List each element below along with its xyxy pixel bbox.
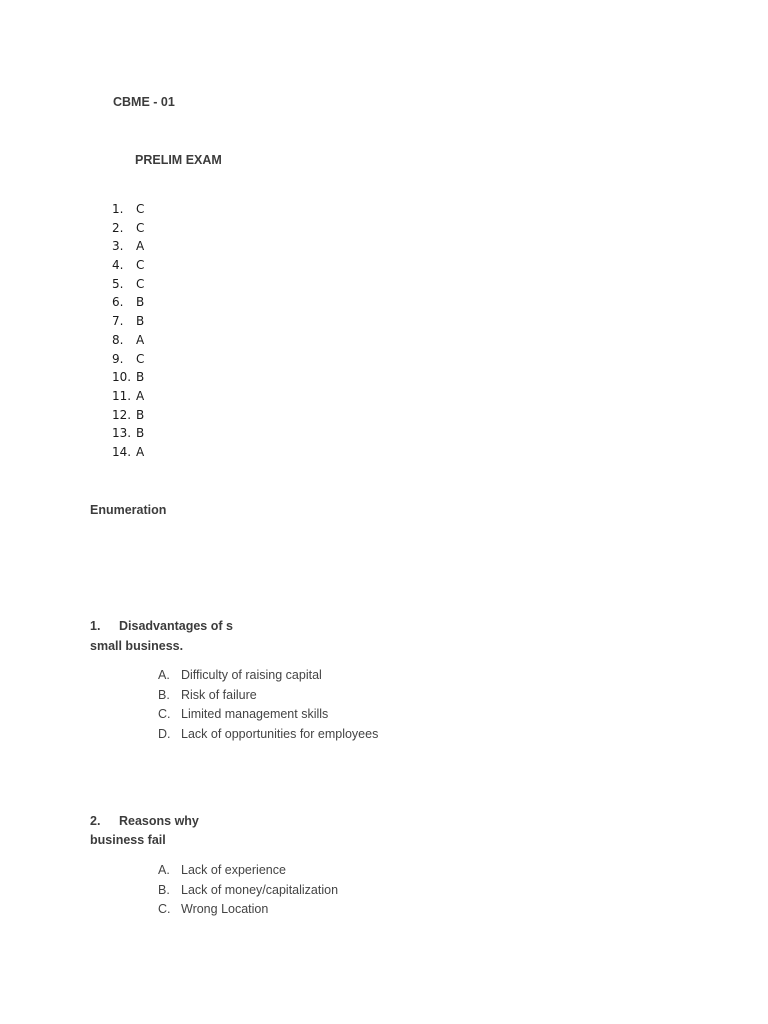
choice-item <box>158 705 378 725</box>
answer-item <box>112 368 144 387</box>
answer-item <box>112 200 144 219</box>
answer-item <box>112 275 144 294</box>
answer-value: C <box>136 258 145 273</box>
answer-key-list <box>112 200 144 462</box>
answer-value: B <box>136 426 145 441</box>
answer-value: A <box>136 239 145 254</box>
answer-value: A <box>136 388 145 403</box>
answer-number: 8. <box>112 332 124 347</box>
question-heading <box>90 619 233 633</box>
answer-number: 3. <box>112 239 124 254</box>
answer-item <box>112 443 144 462</box>
answer-item <box>112 406 144 425</box>
answer-item <box>112 219 144 238</box>
answer-number: 6. <box>112 295 124 310</box>
answer-value: B <box>136 370 145 385</box>
answer-value: A <box>136 444 145 459</box>
choice-letter: B. <box>158 882 170 897</box>
answer-number: 14. <box>112 444 132 459</box>
answer-value: C <box>136 220 145 235</box>
answer-number: 9. <box>112 351 124 366</box>
answer-number: 13. <box>112 426 132 441</box>
question-heading <box>90 814 199 828</box>
answer-number: 12. <box>112 407 132 422</box>
answer-number: 7. <box>112 314 124 329</box>
choice-item <box>158 725 378 745</box>
answer-value: C <box>136 276 145 291</box>
answer-item <box>112 350 144 369</box>
choice-letter: D. <box>158 726 171 741</box>
course-code: CBME - 01 <box>113 95 175 109</box>
choice-text: Limited management skills <box>181 707 329 721</box>
answer-item <box>112 293 144 312</box>
question-text: Reasons why <box>119 814 199 828</box>
question-text-continued: business fail <box>90 833 166 847</box>
question-text: Disadvantages of s <box>119 619 233 633</box>
enumeration-heading: Enumeration <box>90 503 167 517</box>
choice-text: Lack of experience <box>181 863 286 877</box>
answer-item <box>112 424 144 443</box>
answer-value: B <box>136 295 145 310</box>
choice-text: Risk of failure <box>181 687 257 702</box>
answer-value: C <box>136 202 145 216</box>
choice-letter: A. <box>158 668 170 682</box>
choice-text: Difficulty of raising capital <box>181 668 322 682</box>
question-number: 2. <box>90 814 101 828</box>
choice-item <box>158 666 378 686</box>
answer-value: B <box>136 314 145 329</box>
answer-number: 5. <box>112 276 124 291</box>
question-text-continued: small business. <box>90 639 184 653</box>
choice-text: Wrong Location <box>181 902 269 916</box>
choice-item <box>158 881 338 901</box>
answer-item <box>112 331 144 350</box>
answer-number: 10. <box>112 370 132 385</box>
choice-list <box>158 666 378 744</box>
question-number: 1. <box>90 619 101 633</box>
answer-item <box>112 387 144 406</box>
choice-item <box>158 900 338 920</box>
answer-item <box>112 237 144 256</box>
answer-item <box>112 312 144 331</box>
answer-number: 2. <box>112 220 124 235</box>
answer-value: B <box>136 407 145 422</box>
choice-text: Lack of money/capitalization <box>181 882 339 897</box>
answer-number: 1. <box>112 202 124 216</box>
choice-letter: C. <box>158 707 171 721</box>
answer-value: A <box>136 332 145 347</box>
choice-letter: C. <box>158 902 171 916</box>
choice-item <box>158 686 378 706</box>
choice-list <box>158 861 338 920</box>
answer-number: 4. <box>112 258 124 273</box>
answer-number: 11. <box>112 388 132 403</box>
choice-text: Lack of opportunities for employees <box>181 726 379 741</box>
choice-letter: B. <box>158 687 170 702</box>
answer-item <box>112 256 144 275</box>
choice-letter: A. <box>158 863 170 877</box>
exam-title: PRELIM EXAM <box>135 153 222 167</box>
answer-value: C <box>136 351 145 366</box>
choice-item <box>158 861 338 881</box>
